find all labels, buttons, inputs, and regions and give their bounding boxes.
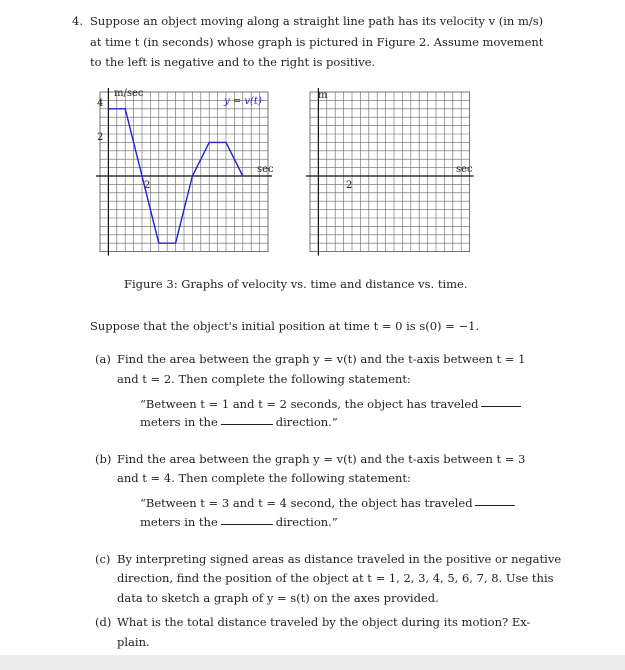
part-b-blank-direction[interactable] <box>221 524 273 525</box>
part-a-blank-distance[interactable] <box>481 406 521 407</box>
page-bottom-edge <box>0 655 625 670</box>
grid-border <box>310 92 470 252</box>
part-a-quote-line1 <box>140 397 523 411</box>
problem-intro-line1: Suppose an object moving along a straight line path has its velocity v (in m/s) <box>90 14 544 28</box>
velocity-curve-label: y = v(t) <box>224 96 262 107</box>
velocity-y-tick-4: 4 <box>97 98 104 109</box>
part-d-label: (d) <box>95 615 112 629</box>
part-b-label: (b) <box>95 452 112 466</box>
part-b-line2: and t = 4. Then complete the following statement: <box>117 471 411 485</box>
position-graph <box>306 88 486 260</box>
initial-condition: Suppose that the object's initial position at time t = 0 is s(0) = −1. <box>90 319 480 333</box>
part-c-line1: By interpreting signed areas as distance traveled in the positive or negative <box>117 552 562 566</box>
velocity-y-tick-2: 2 <box>97 132 104 143</box>
position-y-unit: m <box>318 90 328 101</box>
part-b-quote-line2 <box>140 515 338 529</box>
part-c-line3: data to sketch a graph of y = s(t) on the axes provided. <box>117 591 439 605</box>
part-d-line1: What is the total distance traveled by the object during its motion? Ex- <box>117 615 531 629</box>
part-a-quote-line2 <box>140 415 338 429</box>
position-grid <box>306 88 474 256</box>
part-b-quote2a-text: meters in the <box>140 515 218 529</box>
part-a-quote1-text: “Between t = 1 and t = 2 seconds, the object has traveled <box>140 397 479 411</box>
part-a-blank-direction[interactable] <box>221 424 273 425</box>
part-b-quote-line1 <box>140 496 517 510</box>
part-d-line2: plain. <box>117 635 150 649</box>
problem-intro-line2: at time t (in seconds) whose graph is pictured in Figure 2. Assume movement <box>90 35 544 49</box>
position-x-unit: sec <box>456 164 473 175</box>
velocity-x-tick-2: 2 <box>144 180 151 191</box>
part-a-line2: and t = 2. Then complete the following statement: <box>117 372 411 386</box>
velocity-x-unit: sec <box>257 164 274 175</box>
position-x-tick-2: 2 <box>346 180 353 191</box>
figure-caption: Figure 3: Graphs of velocity vs. time and distance vs. time. <box>124 277 468 291</box>
part-a-quote2b-text: direction.” <box>275 415 338 429</box>
problem-number: 4. <box>72 14 83 28</box>
part-b-quote2b-text: direction.” <box>275 515 338 529</box>
part-a-quote2a-text: meters in the <box>140 415 218 429</box>
part-b-blank-distance[interactable] <box>475 505 515 506</box>
part-b-quote1-text: “Between t = 3 and t = 4 second, the object has traveled <box>140 496 473 510</box>
part-b-line1: Find the area between the graph y = v(t) and the t-axis between t = 3 <box>117 452 526 466</box>
velocity-grid <box>96 88 272 256</box>
part-a-label: (a) <box>95 352 111 366</box>
part-a-line1: Find the area between the graph y = v(t) and the t-axis between t = 1 <box>117 352 526 366</box>
velocity-graph <box>96 88 276 260</box>
problem-intro-line3: to the left is negative and to the right is positive. <box>90 55 376 69</box>
part-c-line2: direction, find the position of the object at t = 1, 2, 3, 4, 5, 6, 7, 8. Use this <box>117 571 554 585</box>
velocity-y-unit: m/sec <box>114 88 144 99</box>
part-c-label: (c) <box>95 552 111 566</box>
